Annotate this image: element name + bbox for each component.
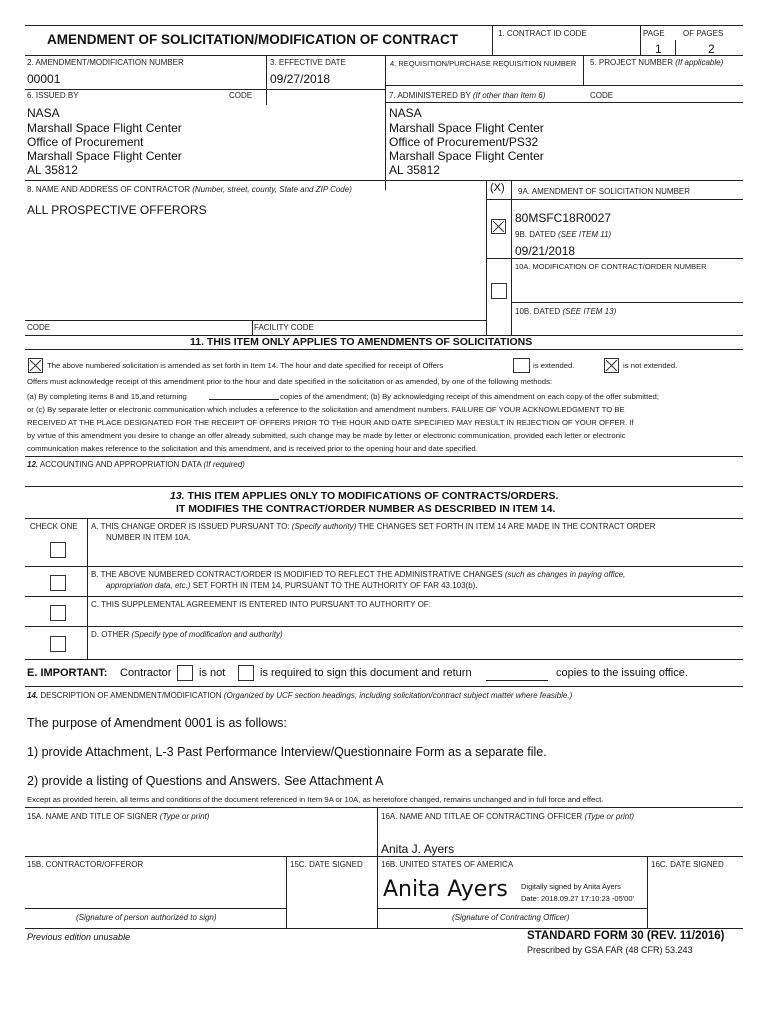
rule [25,486,743,487]
issued-by-label: 6. ISSUED BY [27,91,79,100]
offers-amended-checkbox[interactable] [28,358,43,373]
rule [25,856,743,857]
of-pages-label: OF PAGES [683,29,724,38]
issued-by-line: AL 35812 [27,163,78,177]
administered-by-line: NASA [389,106,422,120]
rule [25,349,743,350]
signature-authorized-caption: (Signature of person authorized to sign) [76,913,217,922]
rule [385,102,743,103]
date-signed-16c-label: 16C. DATE SIGNED [651,860,724,869]
item-13b-suffix: (such as changes in paying office, [504,570,626,579]
item-12-num: 12. [27,460,39,469]
page-count: 2 [708,42,715,56]
effective-date-value: 09/27/2018 [270,72,331,86]
contractor-label [27,185,352,194]
issued-by-line: NASA [27,106,60,120]
administered-by-text: 7. ADMINISTERED BY [389,91,471,100]
rule-v [647,856,648,928]
amendment-number-value: 00001 [27,72,61,86]
copies-blank [209,399,279,400]
is-required-checkbox[interactable] [238,665,254,681]
rule [25,180,743,181]
item-9a-label: 9A. AMENDMENT OF SOLICITATION NUMBER [518,187,691,196]
item-13b-line2 [106,581,478,590]
item-10b-text: 10B. DATED [515,307,561,316]
rule [377,908,647,909]
item-13d-suffix: (Specify type of modification and authority) [131,630,283,639]
rule-v [377,807,378,928]
rule [25,928,743,929]
item-11-heading: 11. THIS ITEM ONLY APPLIES TO AMENDMENTS OF SOLICITATIONS [190,336,533,348]
page-label: PAGE [643,29,665,38]
check-one-label: CHECK ONE [30,522,78,531]
item-10b-suffix: (SEE ITEM 13) [562,307,617,316]
digital-signature-line-1: Digitally signed by Anita Ayers [521,882,621,891]
rule-v [252,320,253,335]
item-13a-line [91,522,656,531]
effective-date-label: 3. EFFECTIVE DATE [270,58,346,67]
item-14-text: DESCRIPTION OF AMENDMENT/MODIFICATION [40,691,222,700]
rule-v [640,25,641,55]
rule [25,320,486,321]
rule [25,55,743,56]
co-name-value: Anita J. Ayers [381,842,455,856]
is-extended-label: is extended. [533,361,575,370]
copies-blank [486,680,548,681]
rule [25,686,743,687]
item-13-heading-2: IT MODIFIES THE CONTRACT/ORDER NUMBER AS DESCRIBED IN ITEM 14. [176,503,556,515]
rule [25,626,743,627]
signature-co-caption: (Signature of Contracting Officer) [452,913,570,922]
rule [511,302,743,303]
usa-label: 16B. UNITED STATES OF AMERICA [381,860,514,869]
item-13a-text: A. THIS CHANGE ORDER IS ISSUED PURSUANT TO: [91,522,290,531]
item-11-line: or (c) By separate letter or electronic communication which includes a reference to the solicitation and amendment numbers. FAILURE OF YOUR ACKNOWLEDGMENT TO BE [27,405,625,414]
item-14-num: 14. [27,691,39,700]
amendment-number-label: 2. AMENDMENT/MODIFICATION NUMBER [27,58,184,67]
digital-signature-line-2: Date: 2018.09.27 17:10:23 -05'00' [521,894,634,903]
item-13d-text: D. OTHER [91,630,130,639]
item-13b-approp: appropriation data, etc.) [106,581,191,590]
rule [486,199,743,200]
prescribed-note: Prescribed by GSA FAR (48 CFR) 53.243 [527,945,693,955]
rule [385,85,743,86]
important-contractor: Contractor [120,667,172,679]
item-13d-checkbox[interactable] [50,636,66,652]
previous-edition-note: Previous edition unusable [27,932,131,942]
item-13c-checkbox[interactable] [50,605,66,621]
item-13b-far: SET FORTH IN ITEM 14, PURSUANT TO THE AUTHORITY OF FAR 43.103(b). [192,581,478,590]
signer-name-text: 15A. NAME AND TITLE OF SIGNER [27,812,158,821]
contract-id-label: 1. CONTRACT ID CODE [498,29,587,38]
rule [25,456,743,457]
issued-by-line: Marshall Space Flight Center [27,121,182,135]
item-11-line: RECEIVED AT THE PLACE DESIGNATED FOR THE RECEIPT OF OFFERS PRIOR TO THE HOUR AND DATE SPECIFIED MAY RESULT IN REJECTION OF YOUR OFFER. If [27,418,634,427]
item-13c-line: C. THIS SUPPLEMENTAL AGREEMENT IS ENTERED INTO PURSUANT TO AUTHORITY OF: [91,600,431,609]
item-10a-checkbox[interactable] [491,283,507,299]
item-9b-suffix: (SEE ITEM 11) [557,230,612,239]
important-copies: copies to the issuing office. [556,667,688,679]
administered-by-label [389,91,545,100]
administered-by-code-label: CODE [590,91,614,100]
project-number-label [590,58,723,67]
item-13-num: 13. [170,490,185,502]
item-14-point-1: 1) provide Attachment, L-3 Past Performance Interview/Questionnaire Form as a separate file. [27,745,547,759]
contractor-value: ALL PROSPECTIVE OFFERORS [27,203,207,217]
item-11-line: copies of the amendment; (b) By acknowledging receipt of this amendment on each copy of the offer submitted; [280,392,659,401]
co-name-text: 16A. NAME AND TITLAE OF CONTRACTING OFFICER [381,812,583,821]
item-13b-line [91,570,625,579]
rule-v [385,55,386,190]
item-14-point-2: 2) provide a listing of Questions and Answers. See Attachment A [27,774,384,788]
important-label: E. IMPORTANT: [27,667,108,679]
rule [25,518,743,519]
contractor-code-label: CODE [27,323,51,332]
date-signed-15c-label: 15C. DATE SIGNED [290,860,363,869]
except-clause: Except as provided herein, all terms and conditions of the document referenced in Item 9A or 10A, as heretofore changed, remains unchanged and in full force and effect. [27,795,604,804]
rule [486,258,743,259]
administered-by-line: Marshall Space Flight Center [389,149,544,163]
item-11-line: The above numbered solicitation is amended as set forth in Item 14. The hour and date specified for receipt of Offers [47,361,444,370]
item-10b-label [515,307,616,316]
facility-code-label: FACILITY CODE [254,323,314,332]
contractor-label-suffix: (Number, street, county, State and ZIP Code) [192,185,352,194]
form-title: AMENDMENT OF SOLICITATION/MODIFICATION OF CONTRACT [47,32,458,47]
item-13a-authority: (Specify authority) [291,522,357,531]
is-not-checkbox[interactable] [177,665,193,681]
rule [25,908,286,909]
item-13a-line2: NUMBER IN ITEM 10A. [106,533,191,542]
item-11-line: by virtue of this amendment you desire to change an offer already submitted, such change may be made by letter or electronic communication, provided each letter or electronic [27,431,626,440]
administered-by-line: Office of Procurement/PS32 [389,135,539,149]
administered-by-line: AL 35812 [389,163,440,177]
item-9b-text: 9B. DATED [515,230,556,239]
co-name-label [381,812,634,821]
item-9b-value: 09/21/2018 [515,244,576,258]
contractor-label-text: 8. NAME AND ADDRESS OF CONTRACTOR [27,185,190,194]
is-not-extended-label: is not extended. [623,361,678,370]
rule [25,807,743,808]
item-12-label [27,460,245,469]
x-column-header: (X) [490,182,505,194]
item-13a-checkbox[interactable] [50,542,66,558]
rule-v [583,55,584,85]
important-is-not: is not [199,667,226,679]
important-is-required: is required to sign this document and return [260,667,472,679]
item-14-purpose: The purpose of Amendment 0001 is as follows: [27,716,287,730]
item-13-heading-text: THIS ITEM APPLIES ONLY TO MODIFICATIONS OF CONTRACTS/ORDERS. [187,490,559,502]
item-9b-label [515,230,611,239]
rule [25,89,385,90]
project-number-suffix: (If applicable) [675,58,724,67]
item-10a-label: 10A. MODIFICATION OF CONTRACT/ORDER NUMBER [515,262,707,271]
contractor-offeror-label: 15B. CONTRACTOR/OFFEROR [27,860,144,869]
rule-v [675,40,676,55]
rule-v [266,55,267,105]
item-12-suffix: (If required) [203,460,245,469]
is-extended-checkbox[interactable] [513,358,530,373]
rule-v [492,25,493,55]
is-not-extended-checkbox[interactable] [604,358,619,373]
rule [25,659,743,660]
issued-by-line: Office of Procurement [27,135,144,149]
issued-by-line: Marshall Space Flight Center [27,149,182,163]
item-13-heading-1 [170,490,558,503]
rule-top [25,25,743,26]
project-number-text: 5. PROJECT NUMBER [590,58,673,67]
co-name-suffix: (Type or print) [584,812,635,821]
item-13a-text2: THE CHANGES SET FORTH IN ITEM 14 ARE MADE IN THE CONTRACT ORDER [358,522,656,531]
item-9a-value: 80MSFC18R0027 [515,211,612,225]
page-number: 1 [655,42,662,56]
requisition-label: 4. REQUISITION/PURCHASE REQUISITION NUMBER [390,59,577,68]
item-14-suffix: (Organized by UCF section headings, including solicitation/contract subject matter where feasible.) [223,691,573,700]
item-11-line: communication makes reference to the solicitation and this amendment, and is received prior to the opening hour and date specified. [27,444,478,453]
item-9a-checkbox[interactable] [491,219,506,234]
item-11-line: Offers must acknowledge receipt of this amendment prior to the hour and date specified in the solicitation or as amended, by one of the following methods: [27,377,553,386]
issued-by-code-label: CODE [229,91,253,100]
item-11-line: (a) By completing items 8 and 15,and returning [27,392,187,401]
rule [25,566,743,567]
rule-v [87,518,88,659]
item-14-label [27,691,572,700]
digital-signature-name: Anita Ayers [383,877,508,902]
item-13b-text: B. THE ABOVE NUMBERED CONTRACT/ORDER IS MODIFIED TO REFLECT THE ADMINISTRATIVE CHANGES [91,570,503,579]
item-13d-line [91,630,283,639]
signer-name-label [27,812,209,821]
item-12-text: ACCOUNTING AND APPROPRIATION DATA [39,460,202,469]
signer-name-suffix: (Type or print) [159,812,210,821]
rule-v [286,856,287,928]
item-13b-checkbox[interactable] [50,575,66,591]
standard-form-id: STANDARD FORM 30 (REV. 11/2016) [527,930,725,942]
rule [25,596,743,597]
administered-by-suffix: (If other than Item 6) [472,91,546,100]
administered-by-line: Marshall Space Flight Center [389,121,544,135]
